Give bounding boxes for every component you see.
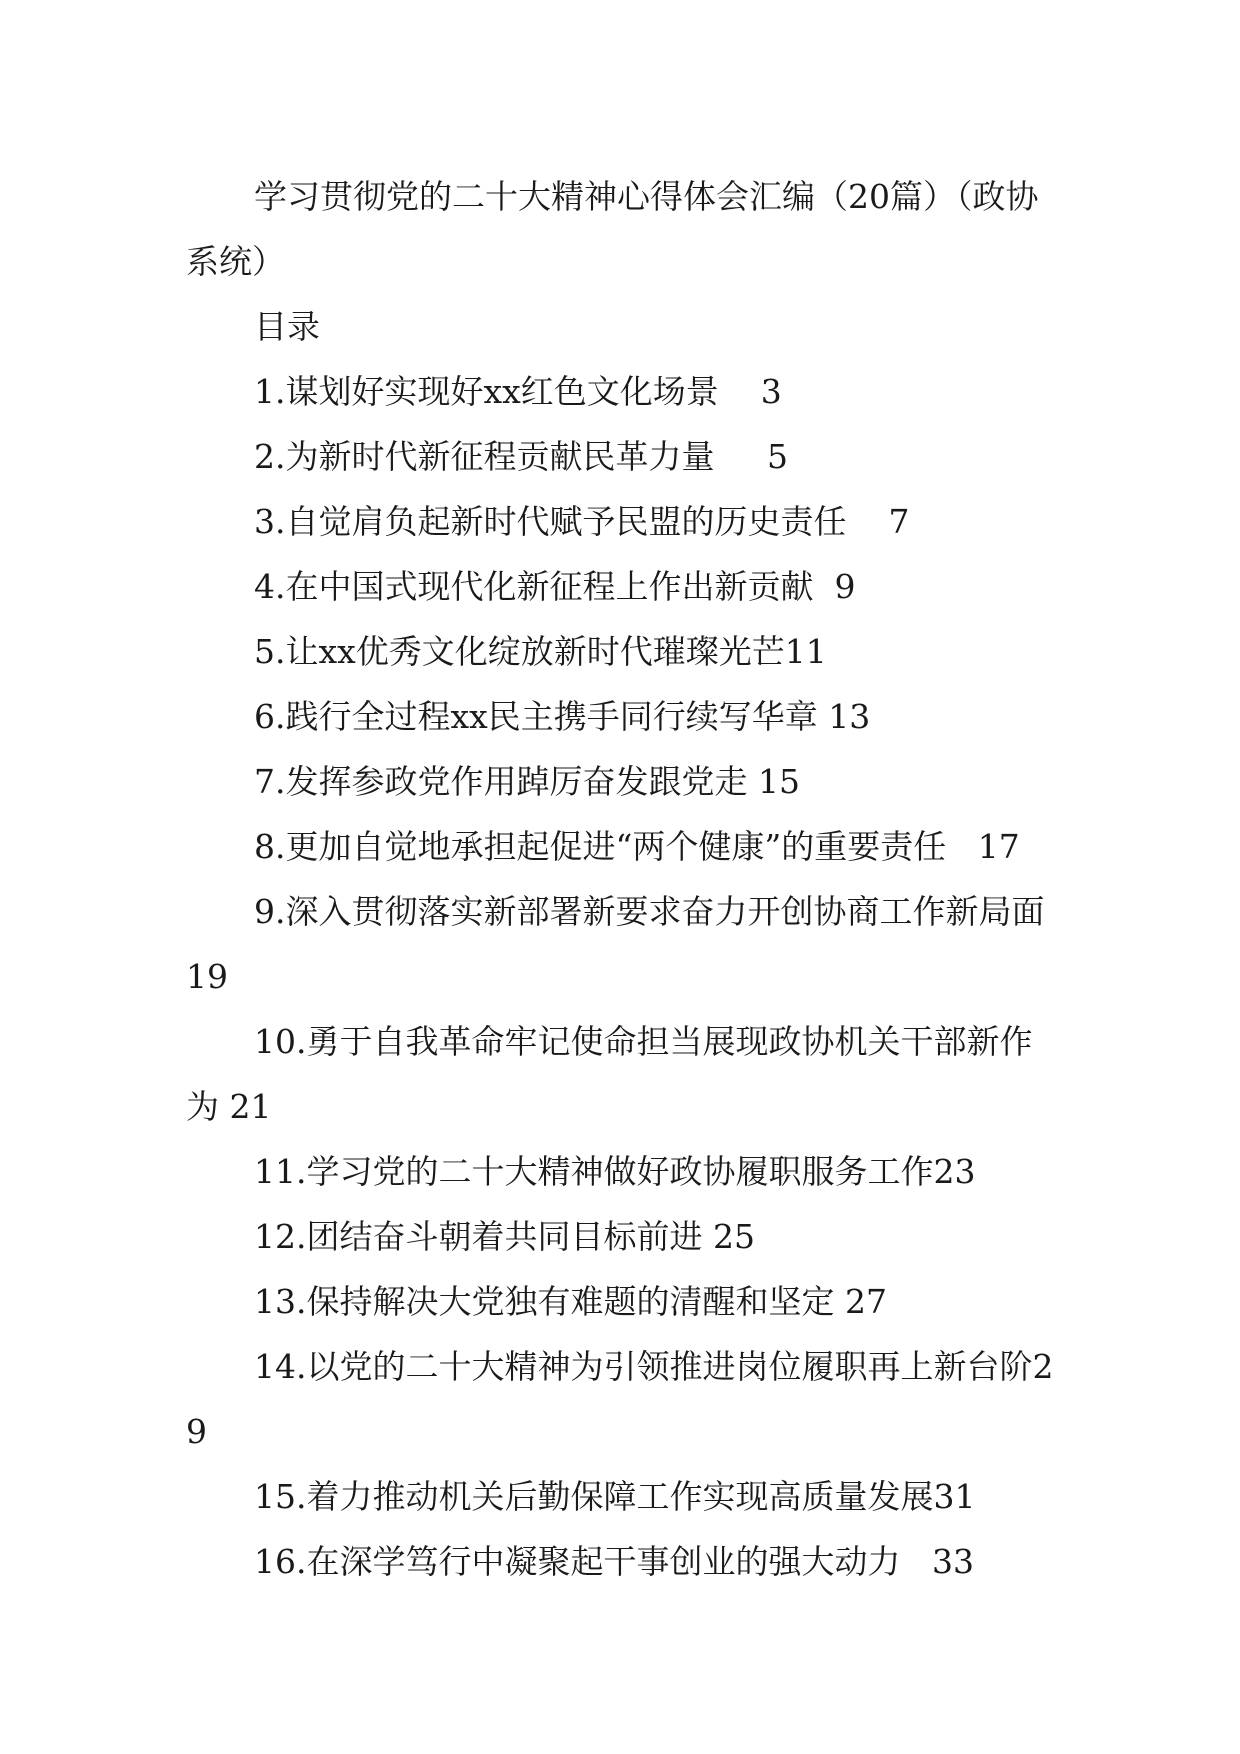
toc-entry-title: 保持解决大党独有难题的清醒和坚定 bbox=[306, 1282, 835, 1321]
toc-entry-number: 3. bbox=[254, 502, 286, 541]
toc-entry-number: 8. bbox=[254, 827, 286, 866]
toc-entry-page-number: 13 bbox=[828, 697, 871, 736]
toc-entry[interactable] bbox=[186, 1334, 1056, 1464]
document-body bbox=[186, 164, 1056, 1594]
toc-entry[interactable] bbox=[186, 1269, 1056, 1334]
toc-entry-spacer bbox=[834, 1282, 845, 1321]
toc-entry-title: 发挥参政党作用踔厉奋发跟党走 bbox=[285, 762, 748, 801]
toc-entry-number: 6. bbox=[254, 697, 286, 736]
toc-entry-title: 让xx优秀文化绽放新时代璀璨光芒 bbox=[285, 632, 785, 671]
toc-entry-number: 9. bbox=[254, 892, 286, 931]
toc-entry-number: 4. bbox=[254, 567, 286, 606]
toc-entry-number: 14. bbox=[254, 1347, 307, 1386]
toc-entry-page-number: 27 bbox=[844, 1282, 887, 1321]
toc-entry-title: 在中国式现代化新征程上作出新贡献 bbox=[285, 567, 814, 606]
toc-entry-page-number: 33 bbox=[931, 1542, 974, 1581]
toc-list bbox=[186, 359, 1056, 1594]
toc-entry-title: 谋划好实现好xx红色文化场景 bbox=[285, 372, 719, 411]
toc-entry-number: 10. bbox=[254, 1022, 307, 1061]
toc-entry-page-number: 11 bbox=[784, 632, 827, 671]
toc-entry[interactable] bbox=[186, 1529, 1056, 1594]
toc-entry-page-number: 3 bbox=[760, 372, 782, 411]
toc-entry-page-number: 7 bbox=[888, 502, 910, 541]
toc-entry[interactable] bbox=[186, 879, 1056, 1009]
toc-entry[interactable] bbox=[186, 1139, 1056, 1204]
toc-entry-page-number: 23 bbox=[933, 1152, 976, 1191]
toc-entry[interactable] bbox=[186, 749, 1056, 814]
toc-entry-spacer bbox=[748, 762, 759, 801]
toc-entry-title: 勇于自我革命牢记使命担当展现政协机关干部新作为 bbox=[186, 1022, 1033, 1126]
toc-entry-title: 更加自觉地承担起促进“两个健康”的重要责任 bbox=[285, 827, 947, 866]
toc-entry-spacer bbox=[946, 827, 977, 866]
toc-entry-spacer bbox=[818, 697, 829, 736]
toc-entry-spacer bbox=[719, 372, 761, 411]
toc-entry[interactable] bbox=[186, 359, 1056, 424]
toc-entry[interactable] bbox=[186, 684, 1056, 749]
toc-entry[interactable] bbox=[186, 619, 1056, 684]
toc-entry-title: 团结奋斗朝着共同目标前进 bbox=[306, 1217, 703, 1256]
toc-entry-spacer bbox=[900, 1542, 931, 1581]
toc-entry-page-number: 31 bbox=[933, 1477, 976, 1516]
toc-entry[interactable] bbox=[186, 489, 1056, 554]
toc-entry-page-number: 19 bbox=[186, 957, 228, 996]
toc-entry-spacer bbox=[715, 437, 767, 476]
toc-entry-title: 践行全过程xx民主携手同行续写华章 bbox=[285, 697, 818, 736]
toc-entry-page-number: 15 bbox=[758, 762, 800, 801]
toc-entry[interactable] bbox=[186, 424, 1056, 489]
toc-entry-title: 深入贯彻落实新部署新要求奋力开创协商工作新局面 bbox=[285, 892, 1045, 931]
toc-entry-number: 1. bbox=[254, 372, 286, 411]
toc-entry-number: 13. bbox=[254, 1282, 307, 1321]
document-title: 学习贯彻党的二十大精神心得体会汇编（20篇）（政协系统） bbox=[186, 177, 1039, 281]
toc-entry-page-number: 21 bbox=[229, 1087, 272, 1126]
toc-entry-title: 以党的二十大精神为引领推进岗位履职再上新台阶 bbox=[306, 1347, 1033, 1386]
toc-entry-number: 16. bbox=[254, 1542, 307, 1581]
toc-entry-page-number: 9 bbox=[834, 567, 856, 606]
toc-entry-number: 15. bbox=[254, 1477, 307, 1516]
toc-entry-page-number: 17 bbox=[977, 827, 1020, 866]
toc-entry-title: 在深学笃行中凝聚起干事创业的强大动力 bbox=[306, 1542, 901, 1581]
toc-heading: 目录 bbox=[254, 307, 320, 346]
toc-entry-spacer bbox=[219, 1087, 230, 1126]
toc-entry-page-number: 5 bbox=[766, 437, 788, 476]
toc-entry-spacer bbox=[847, 502, 889, 541]
toc-entry-title: 自觉肩负起新时代赋予民盟的历史责任 bbox=[285, 502, 847, 541]
toc-entry-number: 2. bbox=[254, 437, 286, 476]
toc-entry[interactable] bbox=[186, 814, 1056, 879]
toc-entry-title: 为新时代新征程贡献民革力量 bbox=[285, 437, 715, 476]
toc-entry-spacer bbox=[814, 567, 835, 606]
toc-entry[interactable] bbox=[186, 1204, 1056, 1269]
toc-entry-title: 着力推动机关后勤保障工作实现高质量发展 bbox=[306, 1477, 934, 1516]
toc-entry-number: 7. bbox=[254, 762, 286, 801]
toc-entry[interactable] bbox=[186, 554, 1056, 619]
toc-entry[interactable] bbox=[186, 1464, 1056, 1529]
toc-entry-number: 5. bbox=[254, 632, 286, 671]
toc-entry-page-number: 25 bbox=[712, 1217, 755, 1256]
toc-entry[interactable] bbox=[186, 1009, 1056, 1139]
toc-entry-number: 12. bbox=[254, 1217, 307, 1256]
toc-entry-page-number: 29 bbox=[186, 1347, 1054, 1451]
toc-entry-spacer bbox=[702, 1217, 713, 1256]
toc-entry-number: 11. bbox=[254, 1152, 307, 1191]
toc-entry-title: 学习党的二十大精神做好政协履职服务工作 bbox=[306, 1152, 934, 1191]
